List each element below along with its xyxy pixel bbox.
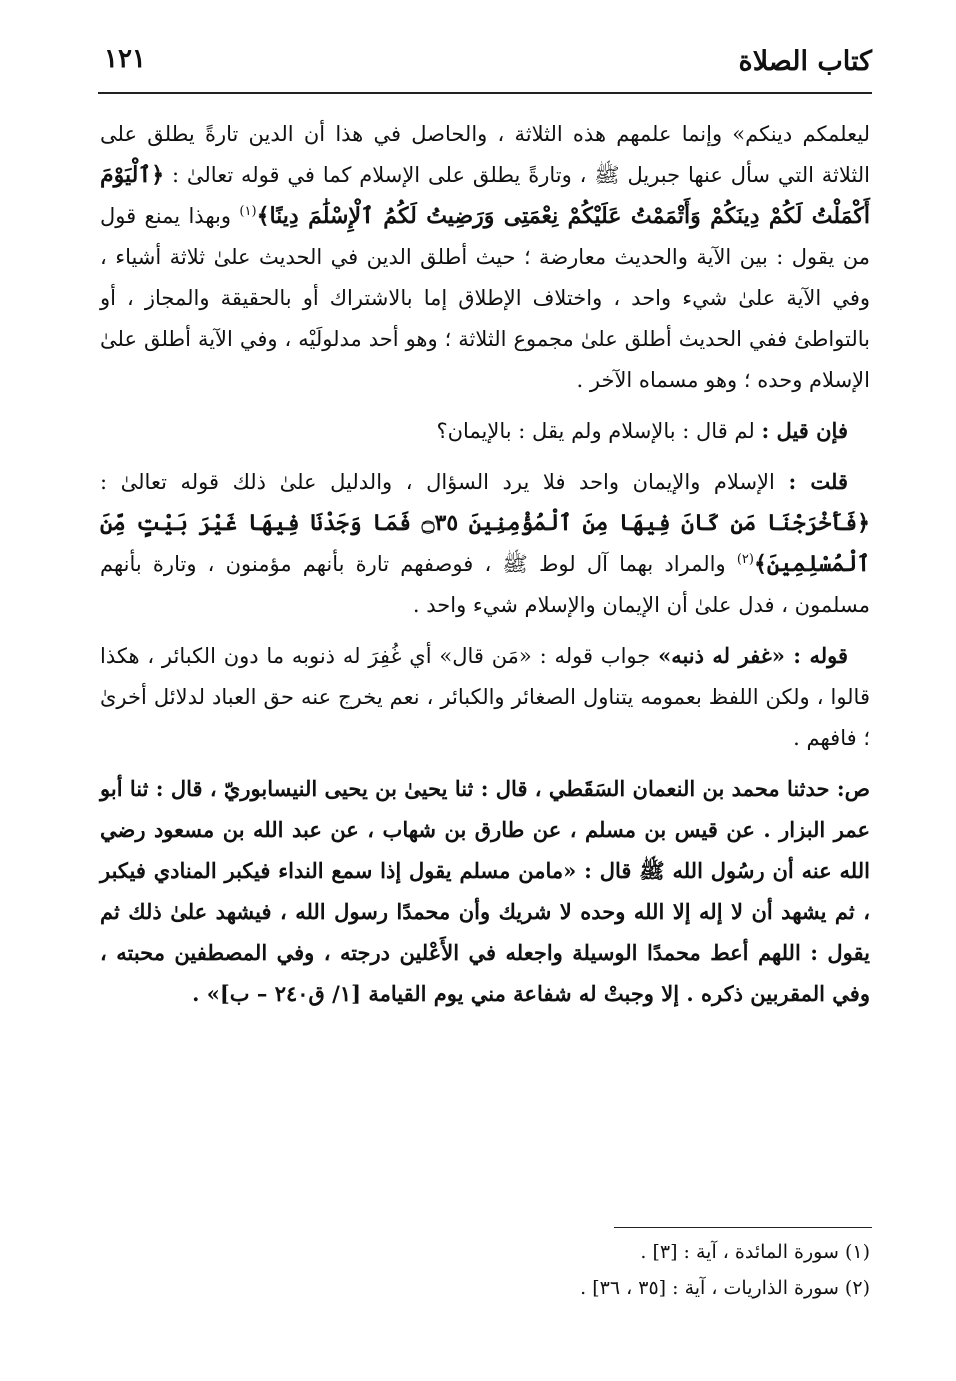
paragraph-text: الإسلام والإيمان واحد فلا يرد السؤال ، والدليل علىٰ ذلك قوله تعالىٰ : <box>100 470 775 494</box>
paragraph-answer <box>100 461 870 626</box>
paragraph-commentary-2 <box>100 635 870 759</box>
running-header <box>98 38 872 94</box>
page-number: ١٢١ <box>104 44 146 74</box>
footnote-2: (٢) سورة الذاريات ، آية : [٣٥ ، ٣٦] . <box>580 1277 870 1299</box>
quran-verse: ﴿فَأَخْرَجْنَا مَن كَانَ فِيهَا مِنَ ٱلْمُؤْمِنِينَ ۝٣٥ فَمَا وَجَدْنَا فِيهَا غَيْرَ بَيْتٍ مِّنَ ٱلْمُسْلِمِينَ﴾ <box>100 510 870 577</box>
paragraph-question <box>100 410 870 452</box>
paragraph-text: وبهذا يمنع قول من يقول : بين الآية والحديث معارضة ؛ حيث أطلق الدين في الحديث علىٰ ثلاثة أشياء ، وفي الآية علىٰ شيء واحد ، واختلاف الإطلاق إما بالاشتراك أو بالحقيقة والمجاز ، أو بالتواطئ ففي الحديث أطلق علىٰ مجموع الثلاثة ؛ وهو أحد مدلولَيْه ، وفي الآية أطلق علىٰ الإسلام وحده ؛ وهو مسماه الآخر . <box>100 204 870 392</box>
manuscript-reference: [١/ ق٢٤٠ – ب]» . <box>192 981 362 1006</box>
paragraph-commentary-1 <box>100 114 870 401</box>
footnotes <box>100 1234 870 1306</box>
lead-phrase: فإن قيل : <box>761 418 848 443</box>
paragraph-text: والمراد بهما آل لوط ﷺ ، فوصفهم تارة بأنهم مؤمنون ، وتارة بأنهم مسلمون ، فدل علىٰ أن الإيمان والإسلام شيء واحد . <box>100 552 870 617</box>
paragraph-hadith <box>100 768 870 1014</box>
paragraph-text: ليعلمكم دينكم» وإنما علمهم هذه الثلاثة ، والحاصل في هذا أن الدين تارةً يطلق على الثلاثة التي سأل عنها جبريل ﷺ ، وتارةً يطلق على الإسلام كما في قوله تعالىٰ : <box>100 122 870 187</box>
footnote-separator <box>614 1227 872 1228</box>
quran-verse: ﴿ٱلْيَوْمَ أَكْمَلْتُ لَكُمْ دِينَكُمْ وَأَتْمَمْتُ عَلَيْكُمْ نِعْمَتِى وَرَضِيتُ لَكُمُ ٱلْإِسْلَٰمَ دِينًا﴾ <box>100 162 870 229</box>
footnote-ref: (٢) <box>736 552 754 567</box>
paragraph-text: جواب قوله : «مَن قال» أي غُفِرَ له ذنوبه ما دون الكبائر ، هكذا قالوا ، ولكن اللفظ بعمومه يتناول الصغائر والكبائر ، نعم يخرج عنه حق العباد لدلائل أخرىٰ ؛ فافهم . <box>100 644 870 750</box>
hadith-text: ص: حدثنا محمد بن النعمان السَقَطي ، قال : ثنا يحيىٰ بن يحيى النيسابوريّ ، قال : ثنا أبو عمر البزار . عن قيس بن مسلم ، عن طارق بن شهاب ، عن عبد الله بن مسعود رضي الله عنه أن رسُول الله ﷺ قال : «مامن مسلم يقول إذا سمع النداء فيكبر المنادي فيكبر ، ثم يشهد أن لا إله إلا الله وحده لا شريك وأن محمدًا رسول الله ، فيشهد علىٰ ذلك ثم يقول : اللهم أعط محمدًا الوسيلة واجعله في الأَعْلين درجته ، وفي المصطفين محبته ، وفي المقربين ذكره . إلا وجبتْ له شفاعة مني يوم القيامة <box>100 776 870 1006</box>
lead-phrase: قوله : «غفر له ذنبه» <box>658 643 849 668</box>
lead-phrase: قلت : <box>788 469 849 494</box>
paragraph-text: لم قال : بالإسلام ولم يقل : بالإيمان؟ <box>436 419 755 443</box>
footnote-ref: (١) <box>239 204 257 219</box>
footnote-1: (١) سورة المائدة ، آية : [٣] . <box>640 1241 870 1263</box>
main-text <box>100 114 870 1023</box>
chapter-title: كتاب الصلاة <box>738 46 872 77</box>
